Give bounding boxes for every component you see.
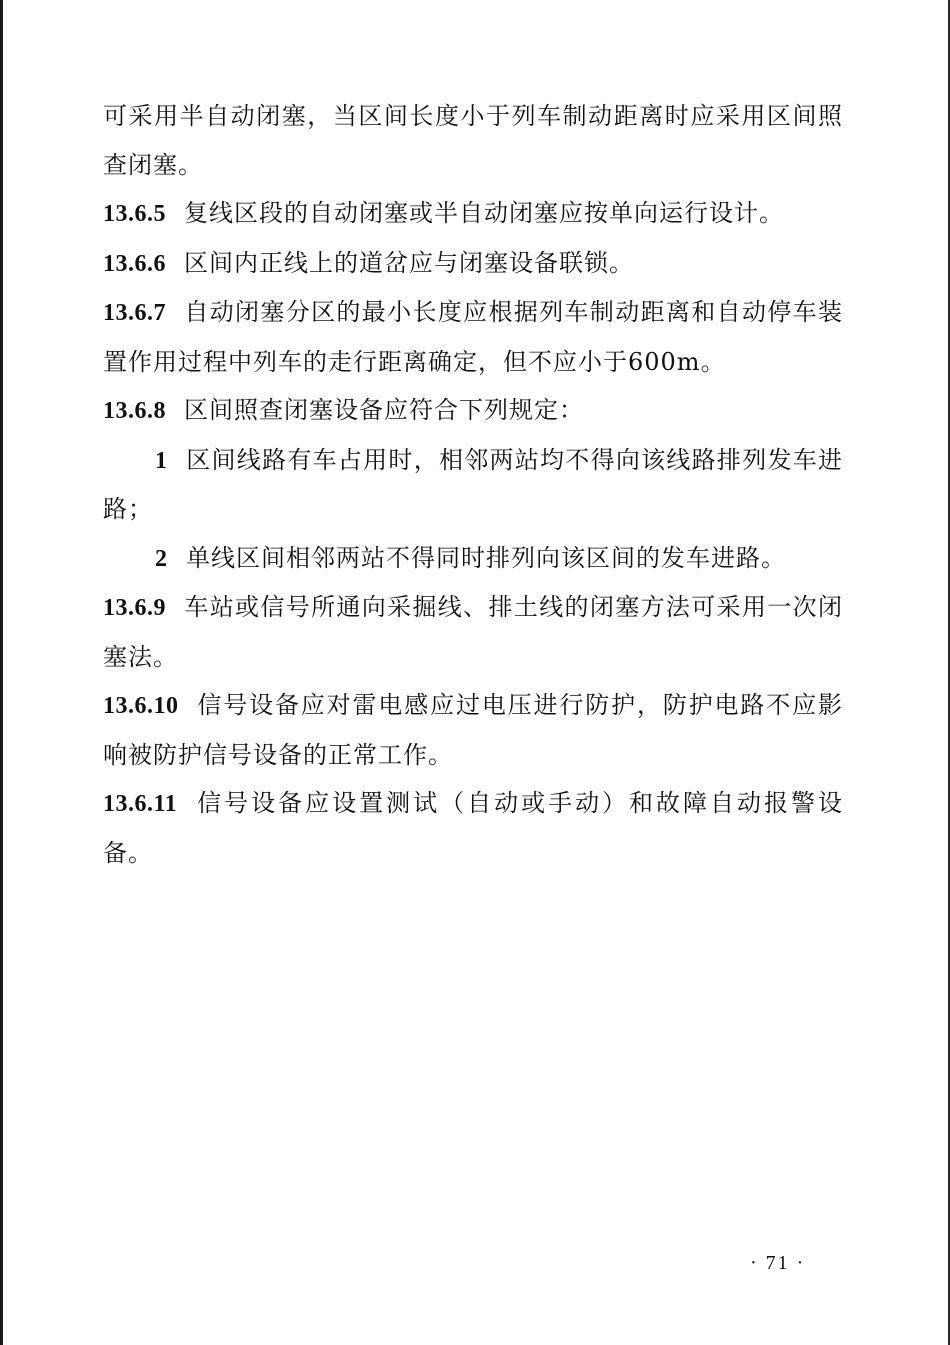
item-number: 2 xyxy=(155,545,168,572)
clause-13-6-8 xyxy=(103,386,843,436)
page-body xyxy=(103,92,843,877)
scan-edge-left xyxy=(0,0,3,1345)
clause-number: 13.6.6 xyxy=(103,250,166,277)
item-text: 区间线路有车占用时，相邻两站均不得向该线路排列发车进路； xyxy=(103,445,843,523)
page-number: · 71 · xyxy=(750,1252,806,1274)
clause-number: 13.6.8 xyxy=(103,398,166,424)
continuation-text: 可采用半自动闭塞，当区间长度小于列车制动距离时应采用区间照查闭塞。 xyxy=(103,102,843,179)
list-item-2 xyxy=(103,534,843,584)
clause-13-6-11 xyxy=(103,779,843,877)
clause-text: 区间照查闭塞设备应符合下列规定： xyxy=(184,396,584,424)
continuation-paragraph xyxy=(103,92,843,189)
clause-number: 13.6.11 xyxy=(103,791,178,817)
clause-13-6-6 xyxy=(103,239,843,289)
clause-text: 车站或信号所通向采掘线、排土线的闭塞方法可采用一次闭塞法。 xyxy=(103,593,843,671)
list-item-1 xyxy=(103,436,843,534)
clause-number: 13.6.9 xyxy=(103,595,166,621)
clause-number: 13.6.10 xyxy=(103,693,179,719)
clause-13-6-5 xyxy=(103,189,843,239)
item-number: 1 xyxy=(155,447,168,474)
clause-text: 信号设备应设置测试（自动或手动）和故障自动报警设备。 xyxy=(103,789,843,867)
clause-number: 13.6.7 xyxy=(103,300,166,326)
clause-13-6-10 xyxy=(103,681,843,779)
clause-text: 复线区段的自动闭塞或半自动闭塞应按单向运行设计。 xyxy=(184,199,784,227)
clause-number: 13.6.5 xyxy=(103,201,166,227)
clause-text: 区间内正线上的道岔应与闭塞设备联锁。 xyxy=(184,248,634,277)
clause-13-6-9 xyxy=(103,583,843,681)
clause-text: 信号设备应对雷电感应过电压进行防护，防护电路不应影响被防护信号设备的正常工作。 xyxy=(103,691,843,769)
clause-text: 自动闭塞分区的最小长度应根据列车制动距离和自动停车装置作用过程中列车的走行距离确定，但不应小于600m。 xyxy=(103,298,843,376)
clause-13-6-7 xyxy=(103,288,843,386)
item-text: 单线区间相邻两站不得同时排列向该区间的发车进路。 xyxy=(186,543,786,572)
